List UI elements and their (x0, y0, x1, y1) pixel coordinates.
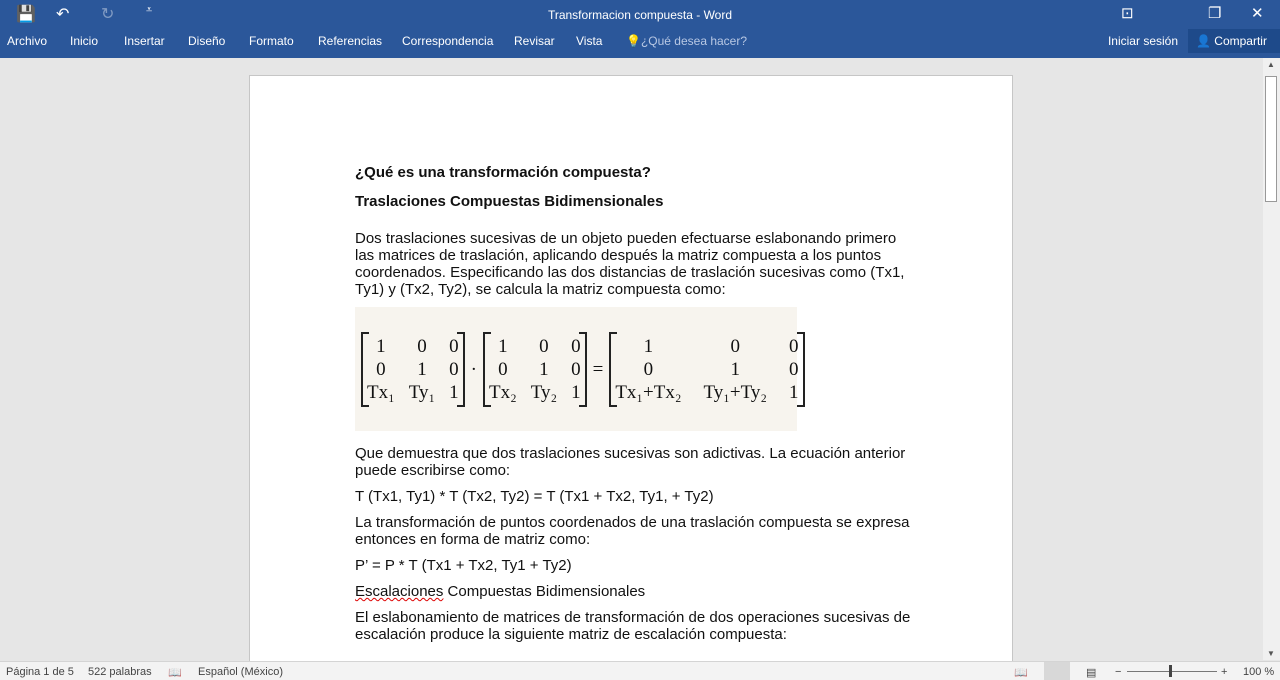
cell: 0 (571, 358, 581, 380)
paragraph: P’ = P * T (Tx1 + Tx2, Ty1 + Ty2) (355, 557, 572, 574)
ribbon-display-icon[interactable]: ⊡ (1121, 5, 1134, 22)
paragraph: El eslabonamiento de matrices de transformación de dos operaciones sucesivas de escalación produce la siguiente matriz de escalación compuesta: (355, 609, 911, 643)
heading-1: ¿Qué es una transformación compuesta? (355, 164, 651, 181)
tab-archivo[interactable]: Archivo (7, 34, 48, 48)
cell: Ty₂ (530, 381, 558, 403)
restore-icon[interactable]: ❐ (1208, 5, 1222, 22)
tell-me-input[interactable] (626, 34, 747, 48)
zoom-out-icon[interactable]: − (1115, 666, 1122, 678)
cell: 0 (730, 335, 741, 357)
cell: Tx₁ (367, 381, 395, 403)
cell: 0 (376, 358, 386, 380)
cell: 0 (417, 335, 427, 357)
document-body[interactable] (355, 164, 915, 652)
cell: 0 (571, 335, 581, 357)
status-bar (0, 661, 1280, 680)
paragraph: Que demuestra que dos traslaciones sucesivas son adictivas. La ecuación anterior puede escribirse como: (355, 445, 906, 479)
share-button[interactable] (1188, 29, 1280, 53)
equals-operator: = (592, 358, 604, 380)
cell: 0 (789, 335, 799, 357)
cell: 0 (498, 358, 508, 380)
read-mode-icon[interactable]: 📖 (1014, 667, 1028, 679)
tab-referencias[interactable]: Referencias (318, 34, 383, 48)
matrix-1 (361, 332, 465, 407)
share-label: Compartir (1214, 34, 1267, 48)
heading-2: Traslaciones Compuestas Bidimensionales (355, 193, 664, 210)
scroll-down-icon[interactable]: ▼ (1267, 649, 1275, 658)
vertical-scrollbar[interactable] (1263, 58, 1280, 660)
cell: 1 (417, 358, 427, 380)
text: Compuestas Bidimensionales (443, 583, 646, 600)
cell: 0 (789, 358, 799, 380)
print-layout-icon[interactable] (1044, 662, 1070, 680)
cell: 0 (539, 335, 549, 357)
matrix-image[interactable] (355, 307, 797, 431)
save-icon[interactable]: 💾 (16, 6, 36, 23)
page-count[interactable]: Página 1 de 5 (6, 666, 74, 678)
tab-correspondencia[interactable]: Correspondencia (402, 34, 494, 48)
cell: 0 (643, 358, 654, 380)
person-icon: 👤 (1196, 34, 1215, 48)
cell: 1 (539, 358, 549, 380)
document-page[interactable] (249, 75, 1013, 675)
cell: 1 (571, 381, 581, 403)
undo-icon[interactable]: ↶ (56, 6, 70, 23)
cell: Ty₁ (408, 381, 436, 403)
word-count[interactable]: 522 palabras (88, 666, 152, 678)
tab-vista[interactable]: Vista (576, 34, 603, 48)
scroll-up-icon[interactable]: ▲ (1267, 60, 1275, 69)
sign-in-link[interactable]: Iniciar sesión (1107, 34, 1178, 48)
cell: Tx₂ (488, 381, 517, 403)
tab-diseno[interactable]: Diseño (188, 34, 226, 48)
paragraph: Dos traslaciones sucesivas de un objeto pueden efectuarse eslabonando primero las matrices de traslación, aplicando después la matriz compuesta a los puntos coordenados. Especificando las dos distancias de traslación sucesivas como (Tx1, Ty1) y (Tx2, Ty2), se calcula la matriz compuesta como: (355, 230, 905, 298)
customize-toolbar-icon[interactable]: ⩡ (146, 4, 153, 16)
zoom-in-icon[interactable]: + (1221, 666, 1228, 678)
tab-inicio[interactable]: Inicio (70, 34, 99, 48)
paragraph (355, 583, 915, 600)
redo-icon[interactable]: ↻ (101, 6, 115, 23)
cell: Tx₁+Tx₂ (615, 381, 682, 403)
lightbulb-icon: 💡 (626, 34, 641, 48)
close-icon[interactable]: ✕ (1251, 5, 1264, 22)
cell: 1 (498, 335, 508, 357)
zoom-slider[interactable] (1127, 671, 1217, 672)
cell: 0 (449, 358, 459, 380)
title-bar (0, 0, 1280, 58)
zoom-slider-thumb[interactable] (1169, 665, 1172, 677)
zoom-level[interactable]: 100 % (1243, 666, 1275, 678)
scrollbar-thumb[interactable] (1265, 76, 1277, 202)
cell: Ty₁+Ty₂ (703, 381, 768, 403)
cell: 1 (789, 381, 799, 403)
cell: 1 (449, 381, 459, 403)
tab-insertar[interactable]: Insertar (124, 34, 165, 48)
cell: 0 (449, 335, 459, 357)
misspelled-word[interactable]: Escalaciones (355, 583, 444, 600)
matrix-result (609, 332, 804, 407)
web-layout-icon[interactable]: ▤ (1086, 667, 1097, 679)
cell: 1 (643, 335, 654, 357)
cell: 1 (730, 358, 741, 380)
paragraph: T (Tx1, Ty1) * T (Tx2, Ty2) = T (Tx1 + Tx2, Ty1, + Ty2) (355, 488, 714, 505)
tab-revisar[interactable]: Revisar (514, 34, 555, 48)
tab-formato[interactable]: Formato (249, 34, 294, 48)
tell-me-label: ¿Qué desea hacer? (640, 34, 748, 48)
cell: 1 (376, 335, 386, 357)
window-title: Transformacion compuesta - Word (547, 8, 733, 22)
matrix-2 (483, 332, 587, 407)
proofing-icon[interactable]: 📖 (168, 667, 182, 679)
dot-operator: · (470, 358, 477, 380)
language[interactable]: Español (México) (198, 666, 283, 678)
paragraph: La transformación de puntos coordenados de una traslación compuesta se expresa entonces en forma de matriz como: (355, 514, 910, 548)
